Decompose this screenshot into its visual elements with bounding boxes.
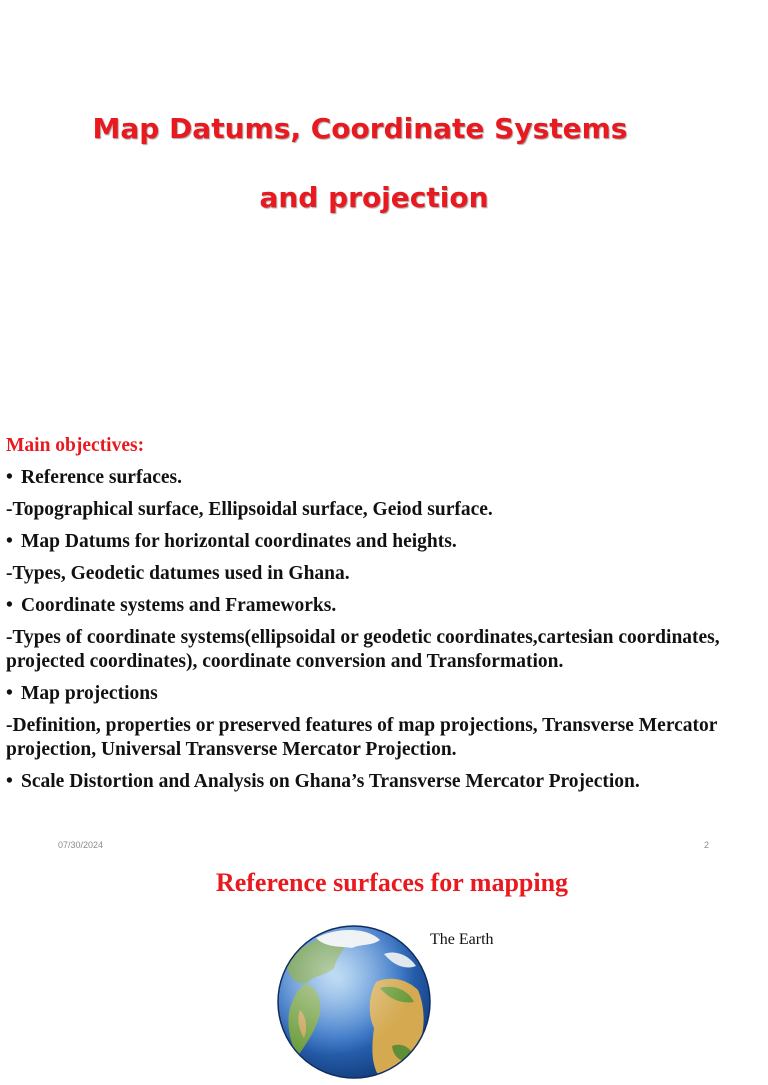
slide-title-line-1: Map Datums, Coordinate Systems xyxy=(92,112,628,145)
globe-icon xyxy=(276,924,432,1080)
objective-bullet xyxy=(6,770,746,794)
objective-bullet xyxy=(6,682,746,706)
earth-caption: The Earth xyxy=(430,931,494,948)
footer-date: 07/30/2024 xyxy=(58,840,104,850)
objective-text: Map projections xyxy=(21,683,158,704)
objective-bullet xyxy=(6,530,746,554)
objective-bullet xyxy=(6,466,746,490)
objective-text: Scale Distortion and Analysis on Ghana’s Transverse Mercator Projection. xyxy=(21,771,640,792)
footer-page-number: 2 xyxy=(704,840,710,850)
bullet-icon: • xyxy=(6,771,13,792)
objective-bullet xyxy=(6,594,746,618)
objective-text: Reference surfaces. xyxy=(21,467,182,488)
objective-text: Map Datums for horizontal coordinates and heights. xyxy=(21,531,457,552)
objective-subitem: -Definition, properties or preserved features of map projections, Transverse Mercator projection, Universal Transverse Mercator Projection. xyxy=(6,715,718,760)
slide-title-line-2: and projection xyxy=(259,181,489,214)
slide-2-title: Reference surfaces for mapping xyxy=(215,868,569,897)
bullet-icon: • xyxy=(6,683,13,704)
objective-text: Coordinate systems and Frameworks. xyxy=(21,595,337,616)
bullet-icon: • xyxy=(6,531,13,552)
objective-subitem: -Types of coordinate systems(ellipsoidal or geodetic coordinates,cartesian coordinates, projected coordinates), coordinate conversion and Transformation. xyxy=(6,627,720,672)
bullet-icon: • xyxy=(6,595,13,616)
objectives-list xyxy=(6,434,746,802)
objective-subitem: -Topographical surface, Ellipsoidal surface, Geiod surface. xyxy=(6,499,493,520)
objective-subitem: -Types, Geodetic datumes used in Ghana. xyxy=(6,563,350,584)
objectives-heading: Main objectives: xyxy=(6,435,145,456)
bullet-icon: • xyxy=(6,467,13,488)
earth-globe-image xyxy=(276,924,432,1080)
